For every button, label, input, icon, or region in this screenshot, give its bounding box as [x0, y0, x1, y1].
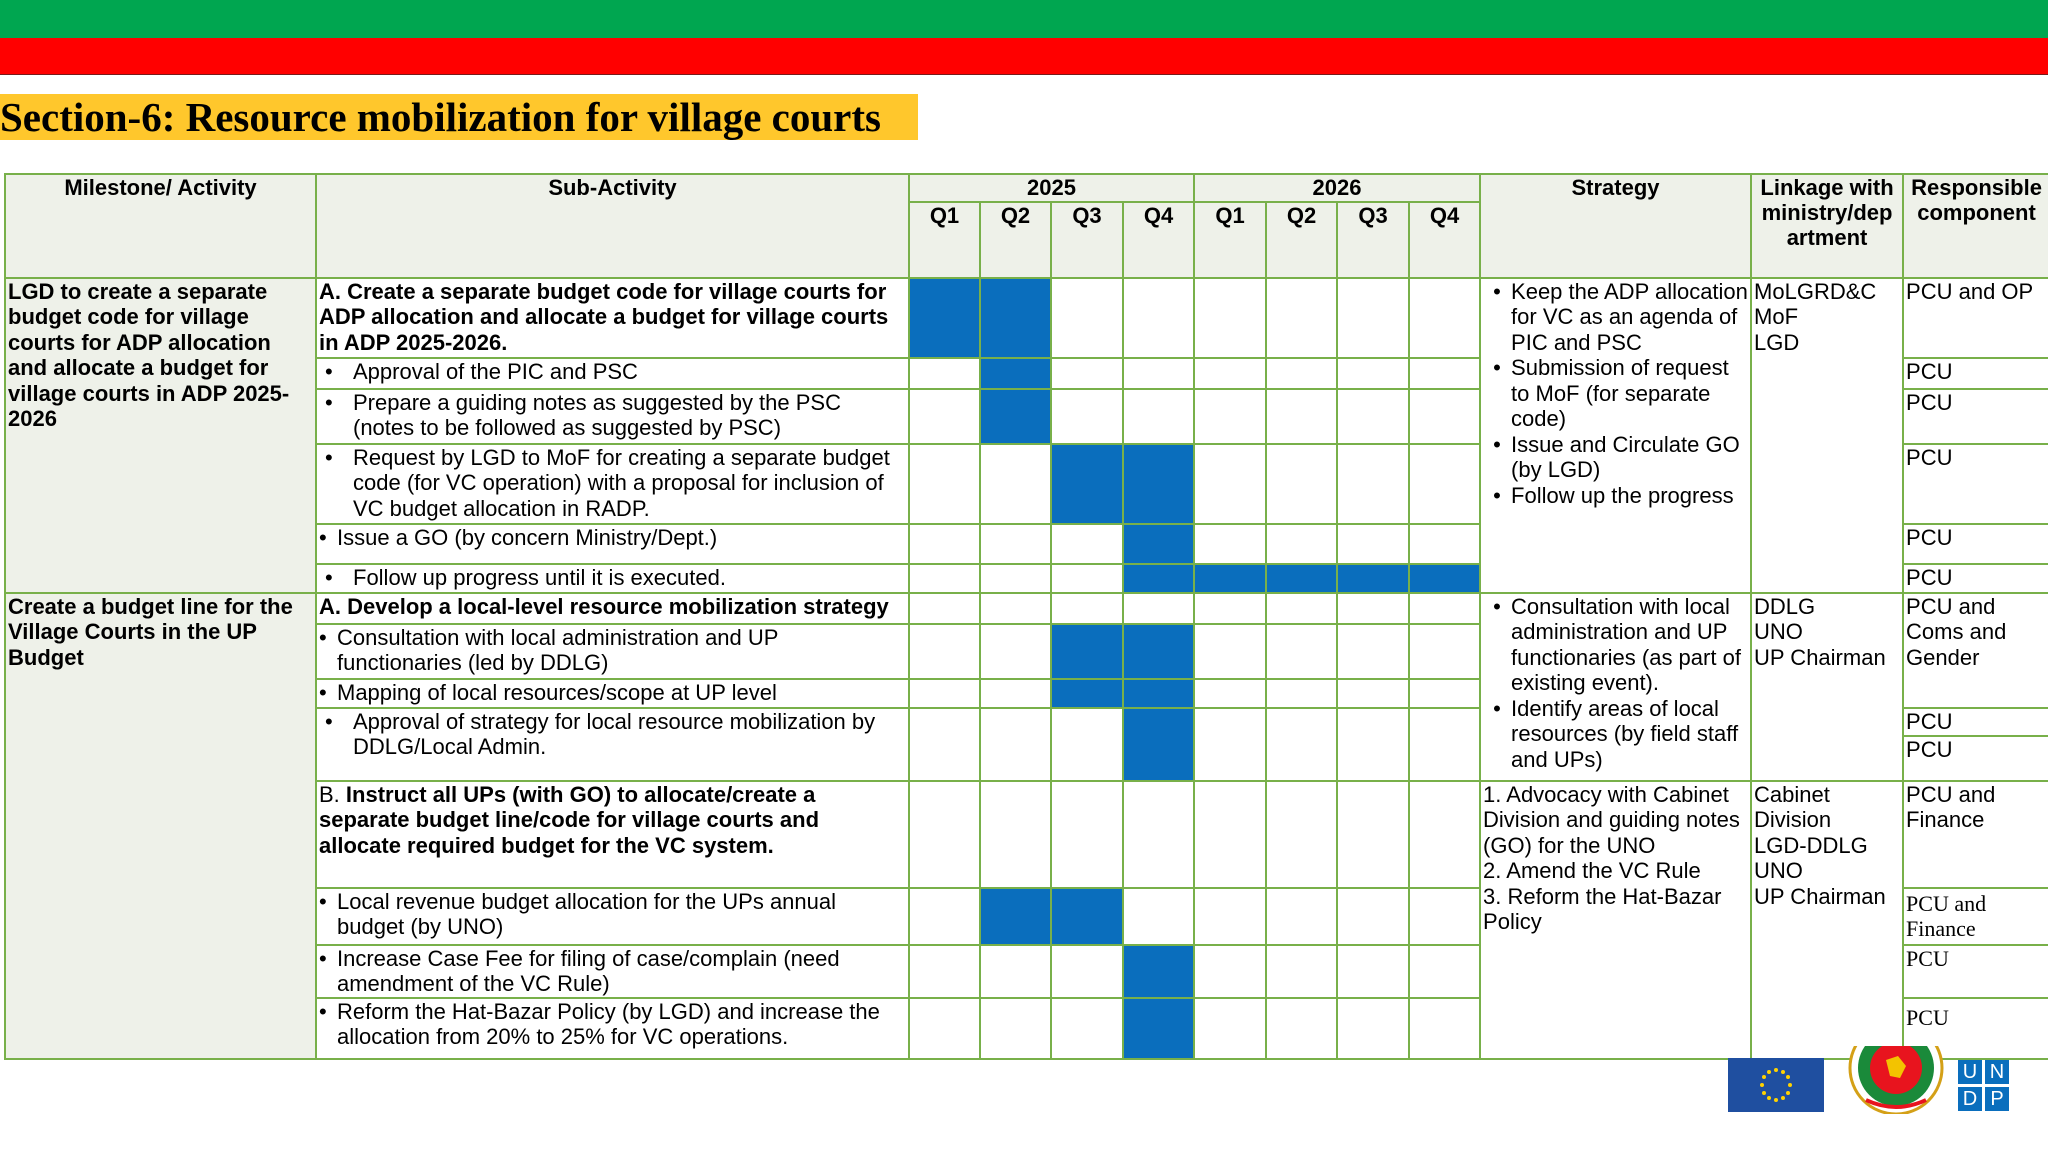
header-year-2026: 2026 — [1194, 174, 1480, 202]
sub-activity-cell — [316, 444, 909, 524]
quarter-cell — [980, 624, 1051, 679]
quarter-cell — [1051, 624, 1123, 679]
quarter-cell — [909, 524, 980, 564]
header-quarter: Q2 — [980, 202, 1051, 278]
quarter-cell — [1409, 945, 1480, 998]
quarter-cell — [1051, 708, 1123, 781]
responsible-cell: PCU — [1903, 945, 2048, 998]
quarter-cell — [1123, 524, 1194, 564]
strategy-text: Follow up the progress — [1511, 482, 1734, 508]
sub-activity-text: Mapping of local resources/scope at UP level — [337, 679, 777, 705]
quarter-cell — [1266, 998, 1337, 1059]
linkage-text: MoLGRD&C — [1754, 278, 1877, 304]
sub-activity-text: Issue a GO (by concern Ministry/Dept.) — [337, 524, 718, 550]
quarter-cell — [1409, 278, 1480, 358]
top-green-band — [0, 0, 2048, 38]
bullet: • — [1493, 278, 1501, 304]
list-item — [1483, 594, 1748, 696]
quarter-cell — [980, 444, 1051, 524]
quarter-cell — [1337, 444, 1409, 524]
sub-activity-text: Consultation with local administration and UP functionaries (led by DDLG) — [337, 624, 779, 675]
quarter-cell — [1409, 888, 1480, 945]
quarter-cell — [1337, 679, 1409, 708]
quarter-cell — [1409, 679, 1480, 708]
quarter-cell — [1409, 564, 1480, 593]
bullet: • — [319, 524, 327, 550]
quarter-cell — [980, 679, 1051, 708]
quarter-cell — [1266, 278, 1337, 358]
quarter-cell — [1266, 564, 1337, 593]
quarter-cell — [1266, 624, 1337, 679]
list-item — [1483, 696, 1748, 773]
linkage-text: LGD — [1754, 329, 1800, 355]
quarter-cell — [1337, 945, 1409, 998]
quarter-cell — [980, 945, 1051, 998]
quarter-cell — [1123, 679, 1194, 708]
sub-activity-cell — [316, 624, 909, 679]
quarter-cell — [1266, 945, 1337, 998]
sub-activity-text: Local revenue budget allocation for the UPs annual budget (by UNO) — [337, 888, 837, 939]
quarter-cell — [909, 358, 980, 389]
quarter-cell — [1194, 624, 1266, 679]
quarter-cell — [980, 358, 1051, 389]
quarter-cell — [1266, 358, 1337, 389]
responsible-cell: PCU — [1903, 524, 2048, 564]
responsible-text: PCU — [1906, 736, 1953, 762]
quarter-cell — [1337, 624, 1409, 679]
sub-activity-text: Reform the Hat-Bazar Policy (by LGD) and increase the allocation from 20% to 25% for VC operations. — [337, 998, 880, 1049]
quarter-cell — [1051, 679, 1123, 708]
quarter-cell — [1051, 444, 1123, 524]
bullet: • — [1493, 695, 1501, 721]
quarter-cell — [1194, 444, 1266, 524]
list-item — [1483, 355, 1748, 432]
quarter-cell — [1266, 708, 1337, 781]
quarter-cell — [909, 593, 980, 624]
quarter-cell — [909, 998, 980, 1059]
quarter-cell — [1409, 781, 1480, 888]
sub-activity-cell — [316, 389, 909, 444]
quarter-cell — [1123, 781, 1194, 888]
undp-letter: D — [1958, 1087, 1982, 1111]
responsible-cell — [1903, 708, 2048, 781]
quarter-cell — [1266, 888, 1337, 945]
quarter-cell — [980, 524, 1051, 564]
header-strategy: Strategy — [1480, 174, 1751, 278]
quarter-cell — [1194, 389, 1266, 444]
bullet: • — [319, 998, 327, 1024]
quarter-cell — [1194, 358, 1266, 389]
quarter-cell — [1123, 998, 1194, 1059]
responsible-cell: PCU — [1903, 389, 2048, 444]
quarter-cell — [1051, 998, 1123, 1059]
bullet: • — [325, 564, 333, 590]
quarter-cell — [1051, 278, 1123, 358]
quarter-cell — [980, 389, 1051, 444]
responsible-cell: PCU and Finance — [1903, 781, 2048, 888]
sub-activity-prefix: B. — [319, 781, 346, 807]
bullet: • — [1493, 355, 1501, 380]
linkage-cell — [1751, 593, 1903, 781]
quarter-cell — [1409, 358, 1480, 389]
quarter-cell — [1194, 564, 1266, 593]
quarter-cell — [1194, 998, 1266, 1059]
quarter-cell — [1337, 389, 1409, 444]
top-red-band — [0, 38, 2048, 75]
quarter-cell — [1123, 945, 1194, 998]
linkage-text: UNO — [1754, 858, 1803, 883]
header-quarter: Q3 — [1051, 202, 1123, 278]
quarter-cell — [1051, 781, 1123, 888]
quarter-cell — [1337, 358, 1409, 389]
quarter-cell — [1266, 444, 1337, 524]
strategy-text: Submission of request to MoF (for separate code) — [1511, 355, 1729, 431]
bullet: • — [319, 945, 327, 971]
sub-activity-cell — [316, 945, 909, 998]
quarter-cell — [1051, 945, 1123, 998]
quarter-cell — [909, 781, 980, 888]
quarter-cell — [1266, 593, 1337, 624]
milestone-cell: LGD to create a separate budget code for village courts for ADP allocation and allocate a budget for village courts in ADP 2025-2026 — [5, 278, 316, 593]
strategy-text: Identify areas of local resources (by field staff and UPs) — [1511, 695, 1739, 772]
responsible-cell: PCU — [1903, 358, 2048, 389]
responsible-cell: PCU and Finance — [1903, 888, 2048, 945]
list-item — [1483, 279, 1748, 356]
quarter-cell — [1123, 888, 1194, 945]
strategy-text: Issue and Circulate GO (by LGD) — [1511, 431, 1740, 482]
bullet: • — [319, 624, 327, 650]
responsible-cell: PCU and Coms and Gender — [1903, 593, 2048, 708]
quarter-cell — [980, 593, 1051, 624]
sub-activity-text: Request by LGD to MoF for creating a separate budget code (for VC operation) with a proposal for inclusion of VC budget allocation in RADP. — [353, 444, 890, 521]
quarter-cell — [980, 708, 1051, 781]
strategy-cell — [1480, 781, 1751, 1059]
sub-activity-cell — [316, 524, 909, 564]
quarter-cell — [980, 564, 1051, 593]
responsible-cell: PCU and OP — [1903, 278, 2048, 358]
quarter-cell — [1337, 888, 1409, 945]
quarter-cell — [1337, 524, 1409, 564]
quarter-cell — [1409, 389, 1480, 444]
sub-activity-text: Increase Case Fee for filing of case/complain (need amendment of the VC Rule) — [337, 945, 840, 996]
sub-activity-cell — [316, 888, 909, 945]
bullet: • — [325, 358, 333, 384]
linkage-text: UP Chairman — [1754, 644, 1886, 670]
quarter-cell — [1123, 593, 1194, 624]
milestone-cell: Create a budget line for the Village Courts in the UP Budget — [5, 593, 316, 1059]
header-quarter: Q4 — [1409, 202, 1480, 278]
quarter-cell — [909, 564, 980, 593]
quarter-cell — [1194, 278, 1266, 358]
quarter-cell — [1337, 564, 1409, 593]
header-quarter: Q3 — [1337, 202, 1409, 278]
quarter-cell — [909, 444, 980, 524]
quarter-cell — [980, 278, 1051, 358]
quarter-cell — [1337, 278, 1409, 358]
bullet: • — [1493, 431, 1501, 457]
quarter-cell — [1337, 998, 1409, 1059]
quarter-cell — [1194, 679, 1266, 708]
quarter-cell — [1409, 444, 1480, 524]
quarter-cell — [1409, 708, 1480, 781]
strategy-text: 2. Amend the VC Rule — [1483, 858, 1701, 883]
list-item — [1483, 483, 1748, 509]
quarter-cell — [980, 888, 1051, 945]
bullet: • — [325, 444, 333, 470]
quarter-cell — [1194, 781, 1266, 888]
header-linkage: Linkage with ministry/dep artment — [1751, 174, 1903, 278]
quarter-cell — [1194, 945, 1266, 998]
government-seal-logo — [1846, 1046, 1946, 1114]
undp-letter: N — [1985, 1060, 2009, 1084]
sub-activity-text: Instruct all UPs (with GO) to allocate/create a separate budget line/code for village courts and allocate required budget for the VC system. — [319, 781, 820, 858]
quarter-cell — [1337, 708, 1409, 781]
quarter-cell — [1123, 708, 1194, 781]
linkage-text: Cabinet Division — [1754, 781, 1832, 832]
bullet: • — [1493, 482, 1501, 508]
sub-activity-cell — [316, 708, 909, 781]
quarter-cell — [1123, 389, 1194, 444]
strategy-text: Consultation with local administration and UP functionaries (as part of existing event). — [1511, 593, 1741, 695]
quarter-cell — [1194, 708, 1266, 781]
table-row — [5, 278, 2048, 358]
header-responsible: Responsible component — [1903, 174, 2048, 278]
quarter-cell — [1051, 564, 1123, 593]
quarter-cell — [1409, 998, 1480, 1059]
quarter-cell — [909, 624, 980, 679]
linkage-text: LGD-DDLG — [1754, 832, 1868, 858]
quarter-cell — [1051, 389, 1123, 444]
strategy-cell — [1480, 278, 1751, 593]
page-title: Section-6: Resource mobilization for village courts — [0, 94, 918, 140]
quarter-cell — [1194, 888, 1266, 945]
sub-activity-cell — [316, 998, 909, 1059]
quarter-cell — [909, 278, 980, 358]
quarter-cell — [1409, 524, 1480, 564]
sub-activity-cell: A. Create a separate budget code for village courts for ADP allocation and allocate a budget for village courts in ADP 2025-2026. — [316, 278, 909, 358]
quarter-cell — [1409, 624, 1480, 679]
quarter-cell — [1337, 781, 1409, 888]
header-milestone: Milestone/ Activity — [5, 174, 316, 278]
header-year-2025: 2025 — [909, 174, 1194, 202]
quarter-cell — [1123, 444, 1194, 524]
sub-activity-text: Approval of strategy for local resource mobilization by DDLG/Local Admin. — [353, 708, 876, 759]
list-item — [1483, 432, 1748, 483]
quarter-cell — [1051, 888, 1123, 945]
eu-flag-logo — [1728, 1058, 1824, 1112]
strategy-text: 3. Reform the Hat-Bazar Policy — [1483, 883, 1722, 934]
responsible-cell: PCU — [1903, 564, 2048, 593]
linkage-text: UP Chairman — [1754, 883, 1886, 909]
quarter-cell — [1051, 593, 1123, 624]
quarter-cell — [1194, 593, 1266, 624]
quarter-cell — [909, 945, 980, 998]
sub-activity-cell: A. Develop a local-level resource mobilization strategy — [316, 593, 909, 624]
responsible-cell: PCU — [1903, 998, 2048, 1059]
strategy-text: Keep the ADP allocation for VC as an agenda of PIC and PSC — [1511, 278, 1748, 355]
linkage-text: MoF — [1754, 304, 1799, 329]
quarter-cell — [1266, 389, 1337, 444]
responsible-text: PCU — [1904, 709, 2048, 737]
quarter-cell — [909, 679, 980, 708]
strategy-list — [1483, 594, 1748, 773]
quarter-cell — [1051, 358, 1123, 389]
header-quarter: Q2 — [1266, 202, 1337, 278]
bullet: • — [319, 679, 327, 705]
linkage-cell — [1751, 278, 1903, 593]
quarter-cell — [909, 708, 980, 781]
bullet: • — [1493, 593, 1501, 619]
quarter-cell — [1409, 593, 1480, 624]
quarter-cell — [1266, 679, 1337, 708]
quarter-cell — [980, 781, 1051, 888]
quarter-cell — [909, 888, 980, 945]
header-quarter: Q4 — [1123, 202, 1194, 278]
quarter-cell — [1194, 524, 1266, 564]
quarter-cell — [1123, 278, 1194, 358]
quarter-cell — [1051, 524, 1123, 564]
linkage-text: UNO — [1754, 619, 1803, 644]
linkage-text: DDLG — [1754, 593, 1816, 619]
header-quarter: Q1 — [1194, 202, 1266, 278]
quarter-cell — [1337, 593, 1409, 624]
bullet: • — [319, 888, 327, 914]
sub-activity-text: Prepare a guiding notes as suggested by the PSC (notes to be followed as suggested by PSC) — [353, 389, 841, 440]
quarter-cell — [1123, 624, 1194, 679]
undp-logo — [1958, 1060, 2010, 1112]
undp-letter: P — [1985, 1087, 2009, 1111]
quarter-cell — [1266, 524, 1337, 564]
quarter-cell — [1123, 358, 1194, 389]
strategy-text: 1. Advocacy with Cabinet Division and guiding notes (GO) for the UNO — [1483, 781, 1740, 858]
sub-activity-cell — [316, 781, 909, 888]
header-quarter: Q1 — [909, 202, 980, 278]
bullet: • — [325, 389, 333, 415]
strategy-list — [1483, 279, 1748, 509]
work-plan-table — [4, 173, 2048, 1060]
table-row — [5, 593, 2048, 624]
bullet: • — [325, 708, 333, 734]
sub-activity-cell — [316, 679, 909, 708]
header-sub-activity: Sub-Activity — [316, 174, 909, 278]
quarter-cell — [1123, 564, 1194, 593]
quarter-cell — [980, 998, 1051, 1059]
linkage-cell — [1751, 781, 1903, 1059]
sub-activity-cell — [316, 358, 909, 389]
quarter-cell — [909, 389, 980, 444]
sub-activity-text: Approval of the PIC and PSC — [353, 358, 638, 384]
sub-activity-cell — [316, 564, 909, 593]
responsible-cell: PCU — [1903, 444, 2048, 524]
quarter-cell — [1266, 781, 1337, 888]
undp-letter: U — [1958, 1060, 1982, 1084]
sub-activity-text: Follow up progress until it is executed. — [353, 564, 726, 590]
strategy-cell — [1480, 593, 1751, 781]
